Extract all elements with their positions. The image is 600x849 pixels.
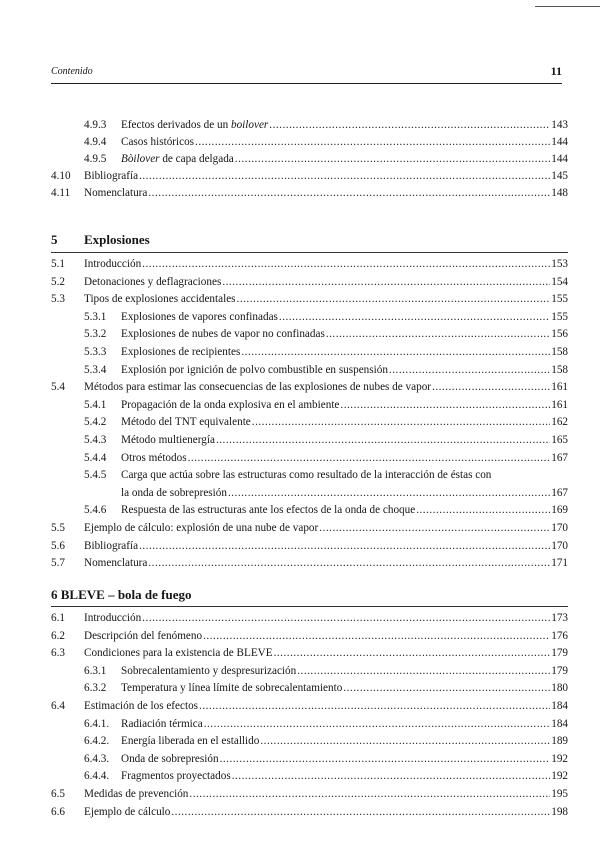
toc-entry-6-3-2 [0,680,600,697]
entry-title: Introducción [84,258,142,270]
entry-page: 192 [551,770,568,783]
entry-title: Explosiones de vapores confinadas [121,310,278,323]
toc-entry-6-2 [0,628,600,645]
entry-page: 156 [551,328,568,341]
entry-page: 167 [551,486,568,499]
dot-leader [326,326,550,343]
toc-entry-5-4-5 [0,467,600,484]
entry-title: Estimación de los efectos [84,700,199,712]
entry-number: 5.3.1 [84,310,107,323]
toc-entry-4-9-4 [0,134,600,151]
entry-number: 5.5 [51,522,65,534]
entry-number: 6.4.3. [84,752,110,765]
dot-leader [274,645,551,662]
toc-entry-5-3-3 [0,344,600,361]
entry-title: Ejemplo de cálculo: explosión de una nube de vapor [84,522,319,534]
entry-title: Condiciones para la existencia de BLEVE [84,647,273,660]
entry-number: 6.2 [51,629,65,642]
entry-page: 169 [551,504,568,517]
entry-page: 173 [551,612,568,624]
toc-entry-6-5 [0,786,600,803]
entry-number: 6.4 [51,700,65,712]
entry-number: 6.4.4. [84,770,110,783]
toc-entry-6-4-4 [0,768,600,785]
entry-title: Radiación térmica [121,717,203,730]
toc-entry-5-3 [0,291,600,308]
entry-number: 5.7 [51,557,65,570]
header-rule [51,83,562,84]
dot-leader [389,362,550,379]
toc-entry-5-4-5-cont [0,485,600,502]
chapter-6-rule [51,606,568,607]
dot-leader [142,256,550,273]
entry-page: 161 [551,381,568,394]
dot-leader [297,663,550,680]
entry-title: Energía liberada en el estallido [121,735,260,748]
entry-number: 5.3.4 [84,363,107,376]
entry-page: 158 [551,363,568,376]
entry-title: Medidas de prevención [84,788,189,800]
entry-page: 195 [551,788,568,800]
toc-entry-5-3-4 [0,362,600,379]
entry-number: 5.4.5 [84,469,107,482]
entry-number: 5.2 [51,275,65,288]
dot-leader [416,502,550,519]
entry-page: 162 [551,416,568,429]
entry-page: 154 [551,275,568,288]
dot-leader [142,610,550,627]
entry-number: 6.5 [51,788,65,800]
entry-title: Explosiones de nubes de vapor no confinadas [121,328,325,341]
dot-leader [235,151,550,168]
entry-number: 6.4.1. [84,717,110,730]
entry-number: 4.9.4 [84,136,107,148]
chapter-6-heading: 6 BLEVE – bola de fuego [51,587,192,602]
entry-title: Temperatura y línea límite de sobrecalentamiento [121,682,343,695]
entry-title: Método multienergía [121,434,215,446]
entry-title: Ejemplo de cálculo [84,805,171,818]
entry-title: Carga que actúa sobre las estructuras como resultado de la interacción de éstas con [121,469,492,482]
toc-entry-5-4-2 [0,414,600,431]
entry-number: 5.3.3 [84,346,107,358]
entry-page: 184 [551,717,568,730]
dot-leader [279,309,550,326]
dot-leader [222,274,550,291]
entry-title: Bòilover de capa delgada [121,153,234,165]
dot-leader [199,698,550,715]
entry-number: 4.10 [51,170,71,182]
toc-entry-6-3-1 [0,663,600,680]
entry-number: 6.3 [51,647,65,660]
entry-number: 4.9.5 [84,153,107,165]
dot-leader [241,344,550,361]
chapter-5-number: 5 [51,232,58,247]
dot-leader [432,379,550,396]
entry-page: 161 [551,398,568,411]
dot-leader [232,768,551,785]
entry-title: Casos históricos [121,136,195,148]
entry-number: 6.3.1 [84,664,107,677]
entry-number: 5.3 [51,293,65,306]
entry-page: 158 [551,346,568,358]
entry-title-continuation: la onda de sobrepresión [121,486,227,499]
entry-page: 171 [551,557,568,570]
entry-number: 6.3.2 [84,682,107,695]
toc-entry-5-5 [0,520,600,537]
entry-page: 144 [551,153,568,165]
dot-leader [189,786,550,803]
toc-entry-4-9-3 [0,117,600,134]
entry-title: Efectos derivados de un boilover [121,119,269,131]
toc-entry-5-2 [0,274,600,291]
dot-leader [188,450,551,467]
entry-page: 143 [551,119,568,131]
entry-page: 167 [551,451,568,464]
running-title: Contenido [51,66,93,77]
entry-title: Bibliografía [84,170,139,182]
toc-entry-6-1 [0,610,600,627]
toc-entry-5-4-1 [0,397,600,414]
entry-number: 5.1 [51,258,65,270]
entry-number: 6.4.2. [84,735,110,748]
dot-leader [269,117,550,134]
dot-leader [228,485,550,502]
dot-leader [343,680,550,697]
toc-entry-6-4-2 [0,733,600,750]
dot-leader [148,555,550,572]
entry-title: Sobrecalentamiento y despresurización [121,664,297,677]
dot-leader [139,538,550,555]
dot-leader [171,804,550,821]
dot-leader [216,432,550,449]
entry-page: 180 [551,682,568,695]
toc-entry-6-6 [0,804,600,821]
entry-page: 189 [551,735,568,748]
dot-leader [237,291,551,308]
entry-title: Bibliografía [84,539,139,552]
entry-title: Método del TNT equivalente [121,416,251,429]
entry-page: 184 [551,700,568,712]
entry-number: 5.4.2 [84,416,107,429]
entry-page: 198 [551,805,568,818]
toc-entry-4-9-5 [0,151,600,168]
entry-number: 5.4.3 [84,434,107,446]
entry-page: 153 [551,258,568,270]
entry-title: Introducción [84,612,142,624]
entry-page: 170 [551,522,568,534]
entry-page: 145 [551,170,568,182]
entry-number: 5.4.6 [84,504,107,517]
entry-title: Tipos de explosiones accidentales [84,293,236,306]
dot-leader [139,168,550,185]
toc-entry-4-10 [0,168,600,185]
toc-entry-5-4-3 [0,432,600,449]
entry-page: 165 [551,434,568,446]
entry-title: Otros métodos [121,451,187,464]
toc-entry-5-3-2 [0,326,600,343]
entry-title: Descripción del fenómeno [84,629,203,642]
entry-title: Nomenclatura [84,557,148,570]
dot-leader [252,414,550,431]
dot-leader [319,520,550,537]
entry-title: Detonaciones y deflagraciones [84,275,222,288]
entry-title: Nomenclatura [84,187,148,199]
entry-number: 6.1 [51,612,65,624]
entry-title: Explosiones de recipientes [121,346,241,358]
entry-number: 4.11 [51,187,71,199]
entry-number: 5.4.1 [84,398,107,411]
chapter-5-rule [51,252,568,253]
dot-leader [340,397,550,414]
entry-page: 179 [551,664,568,677]
toc-entry-4-11 [0,185,600,202]
toc-entry-6-4 [0,698,600,715]
entry-number: 4.9.3 [84,119,107,131]
entry-title: Respuesta de las estructuras ante los efectos de la onda de choque [121,504,416,517]
toc-entry-5-1 [0,256,600,273]
top-edge-line [535,6,600,7]
chapter-5-title: Explosiones [84,232,150,247]
toc-entry-6-3 [0,645,600,662]
toc-entry-5-4-6 [0,502,600,519]
dot-leader [260,733,550,750]
toc-entry-5-4-4 [0,450,600,467]
entry-number: 5.3.2 [84,328,107,341]
entry-title: Explosión por ignición de polvo combustible en suspensión [121,363,388,376]
toc-entry-6-4-1 [0,716,600,733]
entry-page: 176 [551,629,568,642]
page-number: 11 [550,64,562,78]
dot-leader [195,134,550,151]
entry-number: 5.4 [51,381,65,394]
entry-page: 155 [551,310,568,323]
entry-number: 6.6 [51,805,65,818]
entry-page: 192 [551,752,568,765]
dot-leader [220,751,551,768]
entry-title: Onda de sobrepresión [121,752,219,765]
entry-page: 144 [551,136,568,148]
toc-entry-6-4-3 [0,751,600,768]
dot-leader [203,628,550,645]
entry-title: Fragmentos proyectados [121,770,231,783]
entry-page: 155 [551,293,568,306]
dot-leader [204,716,551,733]
entry-page: 170 [551,539,568,552]
entry-number: 5.4.4 [84,451,107,464]
entry-page: 148 [551,187,568,199]
toc-entry-5-4 [0,379,600,396]
entry-title: Propagación de la onda explosiva en el ambiente [121,398,340,411]
dot-leader [148,185,550,202]
toc-entry-5-3-1 [0,309,600,326]
toc-entry-5-7 [0,555,600,572]
entry-number: 5.6 [51,539,65,552]
entry-page: 179 [551,647,568,660]
toc-entry-5-6 [0,538,600,555]
entry-title: Métodos para estimar las consecuencias de las explosiones de nubes de vapor [84,381,432,394]
